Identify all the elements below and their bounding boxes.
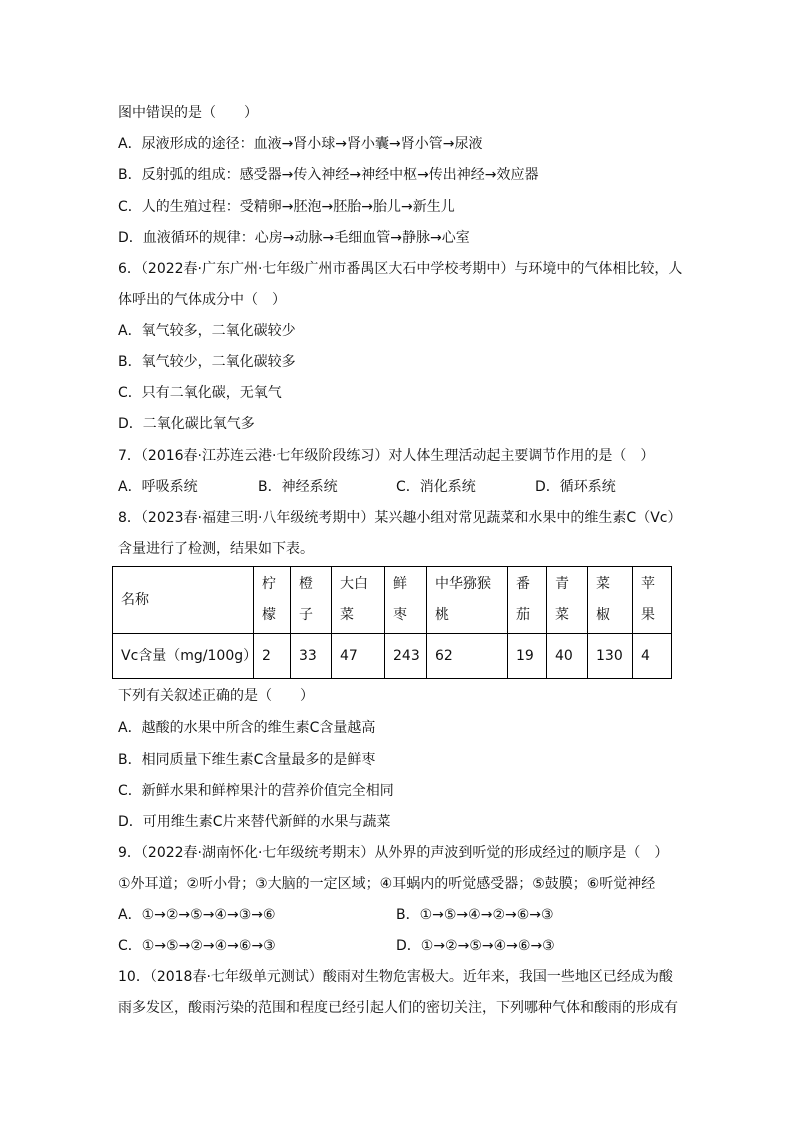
table-header-cell: 柠 檬 <box>254 567 291 634</box>
q8-after-table: 下列有关叙述正确的是（ ） <box>118 688 314 704</box>
q8-option-a: A．越酸的水果中所含的维生素C含量越高 <box>118 720 376 736</box>
q9-option-a: A．①→②→⑤→④→③→⑥ <box>118 907 276 923</box>
table-header-cell: 鲜 枣 <box>385 567 427 634</box>
q7-option-a: A．呼吸系统 <box>118 479 198 495</box>
q6-option-c: C．只有二氧化碳，无氧气 <box>118 385 282 401</box>
table-header-cell: 大白 菜 <box>332 567 385 634</box>
table-header-cell: 番 茄 <box>508 567 547 634</box>
table-header-cell: 青 菜 <box>547 567 588 634</box>
q8-option-c: C．新鲜水果和鲜榨果汁的营养价值完全相同 <box>118 783 394 799</box>
q8-option-b: B．相同质量下维生素C含量最多的是鲜枣 <box>118 752 376 768</box>
table-cell-value: 19 <box>508 634 547 679</box>
q7-option-b: B．神经系统 <box>258 479 338 495</box>
table-cell-value: 33 <box>291 634 332 679</box>
table-cell-label: 名称 <box>113 567 254 634</box>
q5-option-d: D．血液循环的规律：心房→动脉→毛细血管→静脉→心室 <box>118 230 470 246</box>
q6-option-d: D．二氧化碳比氧气多 <box>118 416 255 432</box>
q6-stem-line2: 体呼出的气体成分中（ ） <box>118 292 286 308</box>
q6-option-b: B．氧气较少，二氧化碳较多 <box>118 354 296 370</box>
table-cell-value: 62 <box>427 634 508 679</box>
q5-option-c: C．人的生殖过程：受精卵→胚泡→胚胎→胎儿→新生儿 <box>118 199 455 215</box>
table-cell-label: Vc含量（mg/100g） <box>113 634 254 679</box>
table-row-names <box>113 567 672 634</box>
q8-stem-line2: 含量进行了检测，结果如下表。 <box>118 541 314 557</box>
table-row-values <box>113 634 672 679</box>
q9-option-b: B．①→⑤→④→②→⑥→③ <box>396 907 554 923</box>
q8-stem-line1: 8．（2023春·福建三明·八年级统考期中）某兴趣小组对常见蔬菜和水果中的维生素C（Vc） <box>118 510 682 526</box>
q9-option-d: D．①→②→⑤→④→⑥→③ <box>396 938 555 954</box>
q8-option-d: D．可用维生素C片来替代新鲜的水果与蔬菜 <box>118 814 391 830</box>
q10-stem-line2: 雨多发区，酸雨污染的范围和程度已经引起人们的密切关注，下列哪种气体和酸雨的形成有 <box>118 1000 678 1016</box>
q10-stem-line1: 10．（2018春·七年级单元测试）酸雨对生物危害极大。近年来，我国一些地区已经成为酸 <box>118 969 673 985</box>
table-cell-value: 4 <box>633 634 672 679</box>
table-cell-value: 243 <box>385 634 427 679</box>
table-header-cell: 橙 子 <box>291 567 332 634</box>
q7-stem: 7．（2016春·江苏连云港·七年级阶段练习）对人体生理活动起主要调节作用的是（ ） <box>118 448 655 464</box>
q6-option-a: A．氧气较多，二氧化碳较少 <box>118 323 296 339</box>
q9-items: ①外耳道；②听小骨；③大脑的一定区域；④耳蜗内的听觉感受器；⑤鼓膜；⑥听觉神经 <box>118 876 656 892</box>
q5-option-a: A．尿液形成的途径：血液→肾小球→肾小囊→肾小管→尿液 <box>118 136 483 152</box>
q6-stem-line1: 6．（2022春·广东广州·七年级广州市番禺区大石中学校考期中）与环境中的气体相比较，人 <box>118 261 683 277</box>
vitamin-c-table <box>112 566 672 679</box>
table-header-cell: 苹 果 <box>633 567 672 634</box>
q5-stem: 图中错误的是（ ） <box>118 105 258 121</box>
table-header-cell: 中华猕猴 桃 <box>427 567 508 634</box>
table-cell-value: 2 <box>254 634 291 679</box>
table-cell-value: 47 <box>332 634 385 679</box>
q7-option-c: C．消化系统 <box>396 479 476 495</box>
table-cell-value: 40 <box>547 634 588 679</box>
q9-option-c: C．①→⑤→②→④→⑥→③ <box>118 938 276 954</box>
table-cell-value: 130 <box>588 634 633 679</box>
q9-stem: 9．（2022春·湖南怀化·七年级统考期末）从外界的声波到听觉的形成经过的顺序是（ ） <box>118 845 669 861</box>
q7-option-d: D．循环系统 <box>535 479 616 495</box>
table-header-cell: 菜 椒 <box>588 567 633 634</box>
q5-option-b: B．反射弧的组成：感受器→传入神经→神经中枢→传出神经→效应器 <box>118 167 539 183</box>
